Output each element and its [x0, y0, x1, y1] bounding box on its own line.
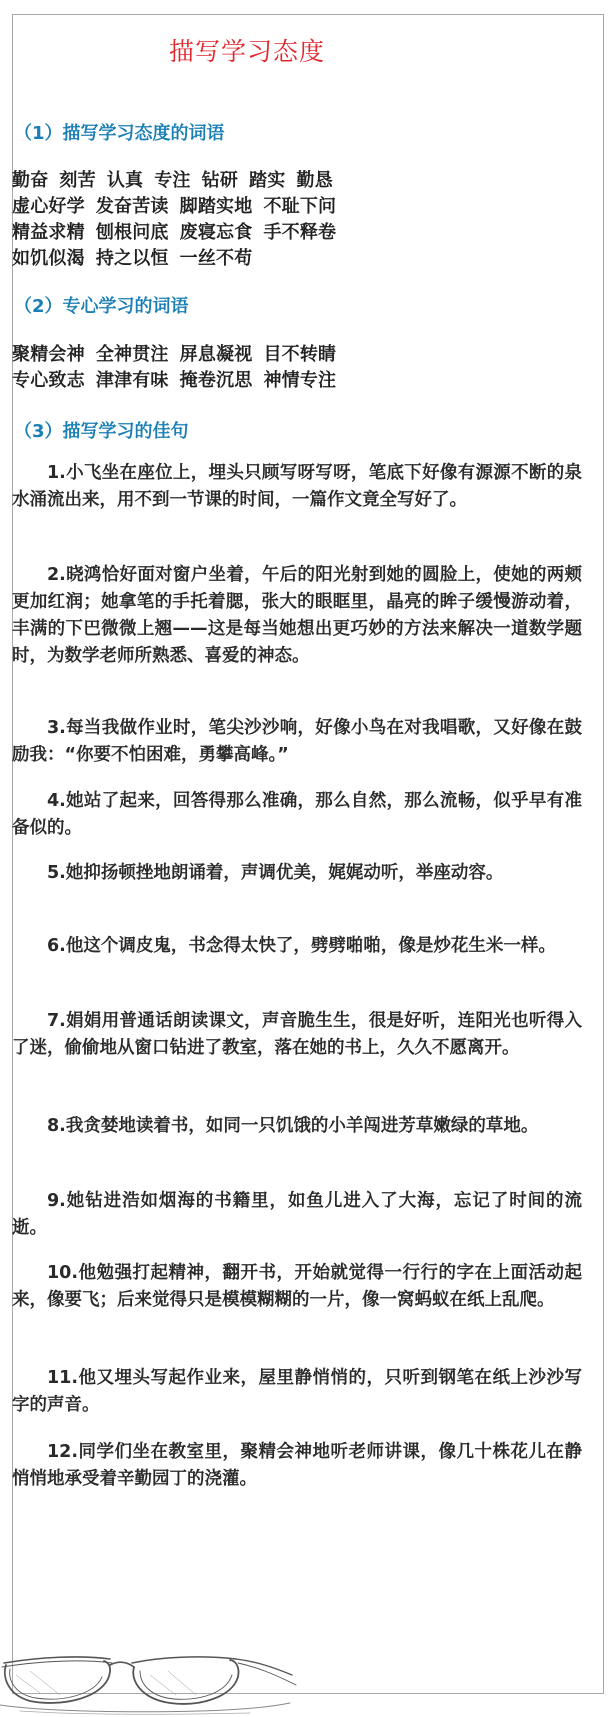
word: 勤恳 [296, 170, 333, 191]
sentence-3: 3.每当我做作业时，笔尖沙沙响，好像小鸟在对我唱歌，又好像在鼓励我：“你要不怕困难，勇攀高峰。” [12, 718, 582, 765]
glasses-sketch-icon [0, 1645, 300, 1717]
sentence-5: 5.她抑扬顿挫地朗诵着，声调优美，娓娓动听，举座动容。 [47, 863, 504, 883]
word-line [12, 218, 347, 244]
word: 持之以恒 [95, 248, 169, 269]
word: 掩卷沉思 [179, 370, 253, 391]
sentence-11: 11.他又埋头写起作业来，屋里静悄悄的，只听到钢笔在纸上沙沙写字的声音。 [12, 1368, 582, 1415]
word-line [12, 244, 263, 270]
word-line [12, 366, 347, 392]
word: 刨根问底 [95, 222, 169, 243]
sentence-2: 2.晓鸿恰好面对窗户坐着，午后的阳光射到她的圆脸上，使她的两颊更加红润；她拿笔的手托着腮，张大的眼眶里，晶亮的眸子缓慢游动着，丰满的下巴微微上翘——这是每当她想出更巧妙的方法来解决一道数学题时，为数学老师所熟悉、喜爱的神态。 [12, 565, 582, 666]
word-line [12, 192, 347, 218]
word: 聚精会神 [12, 344, 85, 365]
word: 废寝忘食 [179, 222, 253, 243]
word: 神情专注 [263, 370, 337, 391]
word-line [12, 166, 344, 192]
word: 全神贯注 [95, 344, 169, 365]
word: 脚踏实地 [179, 196, 253, 217]
word: 屏息凝视 [179, 344, 253, 365]
sentence-1: 1.小飞坐在座位上，埋头只顾写呀写呀，笔底下好像有源源不断的泉水涌流出来，用不到一节课的时间，一篇作文竟全写好了。 [12, 463, 582, 510]
sentence-12: 12.同学们坐在教室里，聚精会神地听老师讲课，像几十株花儿在静悄悄地承受着辛勤园丁的浇灌。 [12, 1442, 582, 1489]
word-line [12, 340, 347, 366]
word: 目不转睛 [263, 344, 337, 365]
word: 刻苦 [59, 170, 96, 191]
sentence-7: 7.娟娟用普通话朗读课文，声音脆生生，很是好听，连阳光也听得入了迷，偷偷地从窗口钻进了教室，落在她的书上，久久不愿离开。 [12, 1011, 582, 1058]
section-heading-3: （3）描写学习的佳句 [14, 421, 189, 442]
word: 勤奋 [12, 170, 49, 191]
page-title: 描写学习态度 [168, 37, 325, 66]
sentence-4: 4.她站了起来，回答得那么准确，那么自然，那么流畅，似乎早有准备似的。 [12, 791, 582, 838]
word: 踏实 [249, 170, 286, 191]
sentence-9: 9.她钻进浩如烟海的书籍里，如鱼儿进入了大海，忘记了时间的流逝。 [12, 1191, 582, 1238]
word: 专注 [154, 170, 191, 191]
word: 手不释卷 [263, 222, 337, 243]
word: 虚心好学 [12, 196, 85, 217]
section-heading-1: （1）描写学习态度的词语 [14, 123, 225, 144]
word: 认真 [106, 170, 144, 191]
word: 专心致志 [12, 370, 85, 391]
word: 精益求精 [12, 222, 85, 243]
word: 一丝不苟 [179, 248, 253, 269]
word: 发奋苦读 [95, 196, 169, 217]
sentence-6: 6.他这个调皮鬼，书念得太快了，劈劈啪啪，像是炒花生米一样。 [47, 936, 556, 956]
word: 不耻下问 [263, 196, 337, 217]
section-heading-2: （2）专心学习的词语 [14, 296, 189, 317]
word: 钻研 [201, 170, 239, 191]
sentence-10: 10.他勉强打起精神，翻开书，开始就觉得一行行的字在上面活动起来，像要飞；后来觉得只是模模糊糊的一片，像一窝蚂蚁在纸上乱爬。 [12, 1263, 582, 1310]
word: 如饥似渴 [12, 248, 85, 269]
sentence-8: 8.我贪婪地读着书，如同一只饥饿的小羊闯进芳草嫩绿的草地。 [47, 1116, 539, 1136]
word: 津津有味 [95, 370, 169, 391]
